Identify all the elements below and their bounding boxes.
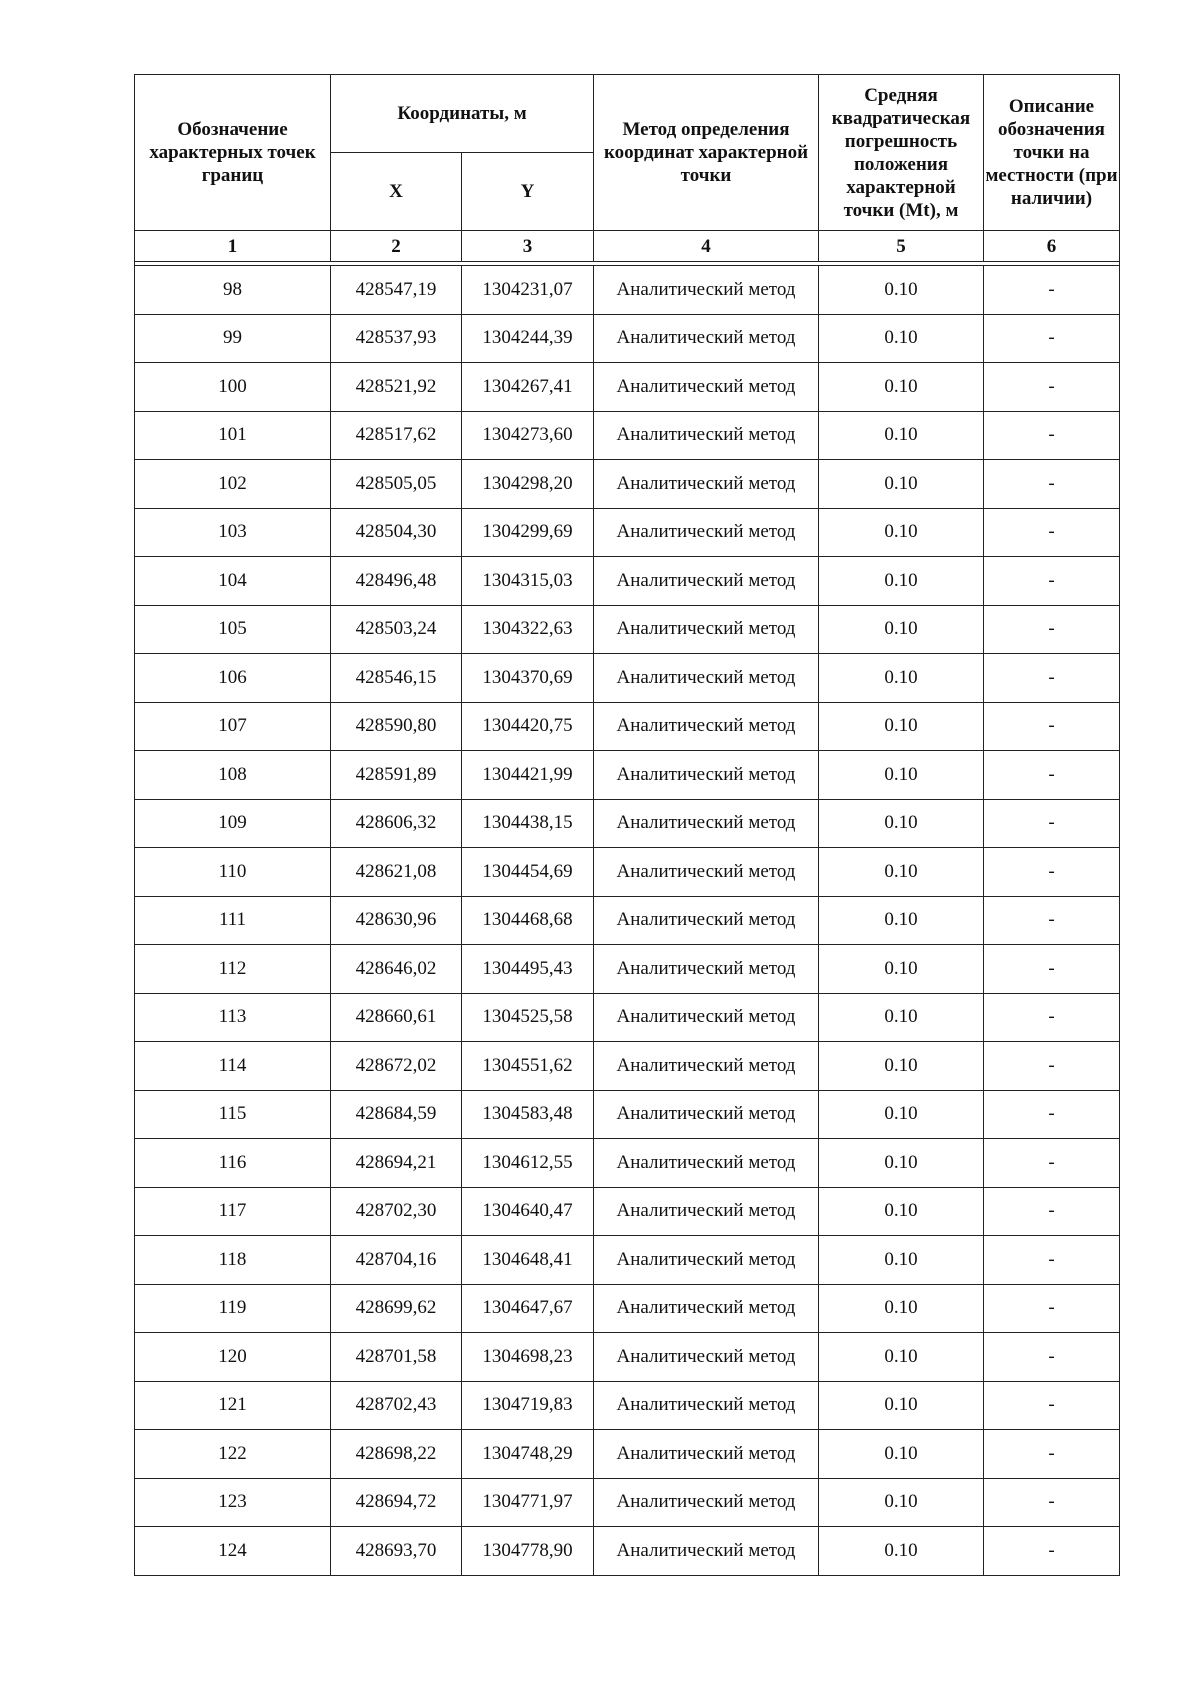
cell-point-number: 111 bbox=[135, 896, 331, 945]
cell-method: Аналитический метод bbox=[594, 993, 819, 1042]
cell-mt: 0.10 bbox=[819, 751, 984, 800]
cell-method: Аналитический метод bbox=[594, 751, 819, 800]
cell-mt: 0.10 bbox=[819, 993, 984, 1042]
cell-mt: 0.10 bbox=[819, 1090, 984, 1139]
cell-y: 1304454,69 bbox=[462, 848, 594, 897]
cell-description: - bbox=[984, 1527, 1120, 1576]
cell-mt: 0.10 bbox=[819, 799, 984, 848]
cell-x: 428660,61 bbox=[331, 993, 462, 1042]
cell-mt: 0.10 bbox=[819, 460, 984, 509]
header-coordinates: Координаты, м bbox=[331, 75, 594, 153]
cell-description: - bbox=[984, 751, 1120, 800]
cell-point-number: 121 bbox=[135, 1381, 331, 1430]
cell-method: Аналитический метод bbox=[594, 1187, 819, 1236]
cell-y: 1304322,63 bbox=[462, 605, 594, 654]
cell-x: 428505,05 bbox=[331, 460, 462, 509]
table-row bbox=[135, 1478, 1120, 1527]
cell-description: - bbox=[984, 896, 1120, 945]
cell-method: Аналитический метод bbox=[594, 1284, 819, 1333]
table-body bbox=[135, 266, 1120, 1576]
cell-mt: 0.10 bbox=[819, 1527, 984, 1576]
cell-y: 1304438,15 bbox=[462, 799, 594, 848]
cell-description: - bbox=[984, 266, 1120, 315]
cell-point-number: 118 bbox=[135, 1236, 331, 1285]
table-row bbox=[135, 363, 1120, 412]
cell-x: 428646,02 bbox=[331, 945, 462, 994]
table-row bbox=[135, 1381, 1120, 1430]
col-number-3: 3 bbox=[462, 231, 594, 262]
col-number-1: 1 bbox=[135, 231, 331, 262]
table-row bbox=[135, 993, 1120, 1042]
cell-mt: 0.10 bbox=[819, 1333, 984, 1382]
cell-mt: 0.10 bbox=[819, 605, 984, 654]
cell-description: - bbox=[984, 508, 1120, 557]
cell-description: - bbox=[984, 1042, 1120, 1091]
cell-point-number: 114 bbox=[135, 1042, 331, 1091]
cell-mt: 0.10 bbox=[819, 1236, 984, 1285]
cell-point-number: 103 bbox=[135, 508, 331, 557]
cell-description: - bbox=[984, 1430, 1120, 1479]
header-x: X bbox=[331, 153, 462, 231]
cell-y: 1304748,29 bbox=[462, 1430, 594, 1479]
cell-x: 428591,89 bbox=[331, 751, 462, 800]
cell-description: - bbox=[984, 363, 1120, 412]
cell-x: 428701,58 bbox=[331, 1333, 462, 1382]
cell-point-number: 113 bbox=[135, 993, 331, 1042]
cell-x: 428547,19 bbox=[331, 266, 462, 315]
cell-method: Аналитический метод bbox=[594, 896, 819, 945]
cell-y: 1304231,07 bbox=[462, 266, 594, 315]
cell-point-number: 107 bbox=[135, 702, 331, 751]
table-row bbox=[135, 1187, 1120, 1236]
table-row bbox=[135, 799, 1120, 848]
cell-mt: 0.10 bbox=[819, 1478, 984, 1527]
cell-x: 428704,16 bbox=[331, 1236, 462, 1285]
cell-y: 1304551,62 bbox=[462, 1042, 594, 1091]
header-y: Y bbox=[462, 153, 594, 231]
cell-point-number: 120 bbox=[135, 1333, 331, 1382]
header-mean-error: Средняя квадратическая погрешность положения характерной точки (Mt), м bbox=[819, 75, 984, 231]
cell-description: - bbox=[984, 993, 1120, 1042]
cell-point-number: 123 bbox=[135, 1478, 331, 1527]
table-row bbox=[135, 557, 1120, 606]
cell-mt: 0.10 bbox=[819, 314, 984, 363]
cell-description: - bbox=[984, 605, 1120, 654]
cell-method: Аналитический метод bbox=[594, 799, 819, 848]
col-number-4: 4 bbox=[594, 231, 819, 262]
table-row bbox=[135, 1042, 1120, 1091]
table-row bbox=[135, 1236, 1120, 1285]
cell-description: - bbox=[984, 654, 1120, 703]
cell-y: 1304583,48 bbox=[462, 1090, 594, 1139]
cell-mt: 0.10 bbox=[819, 1042, 984, 1091]
table-row bbox=[135, 411, 1120, 460]
cell-x: 428693,70 bbox=[331, 1527, 462, 1576]
cell-x: 428702,30 bbox=[331, 1187, 462, 1236]
table-row bbox=[135, 1430, 1120, 1479]
cell-mt: 0.10 bbox=[819, 557, 984, 606]
table-row bbox=[135, 751, 1120, 800]
cell-y: 1304244,39 bbox=[462, 314, 594, 363]
cell-x: 428546,15 bbox=[331, 654, 462, 703]
cell-description: - bbox=[984, 1381, 1120, 1430]
cell-point-number: 108 bbox=[135, 751, 331, 800]
cell-y: 1304525,58 bbox=[462, 993, 594, 1042]
cell-y: 1304719,83 bbox=[462, 1381, 594, 1430]
cell-y: 1304648,41 bbox=[462, 1236, 594, 1285]
cell-x: 428699,62 bbox=[331, 1284, 462, 1333]
cell-y: 1304273,60 bbox=[462, 411, 594, 460]
cell-mt: 0.10 bbox=[819, 1187, 984, 1236]
table-row bbox=[135, 1527, 1120, 1576]
col-number-6: 6 bbox=[984, 231, 1120, 262]
cell-x: 428590,80 bbox=[331, 702, 462, 751]
cell-y: 1304420,75 bbox=[462, 702, 594, 751]
cell-point-number: 122 bbox=[135, 1430, 331, 1479]
cell-x: 428684,59 bbox=[331, 1090, 462, 1139]
cell-x: 428694,72 bbox=[331, 1478, 462, 1527]
cell-description: - bbox=[984, 1187, 1120, 1236]
cell-point-number: 98 bbox=[135, 266, 331, 315]
cell-description: - bbox=[984, 1478, 1120, 1527]
cell-description: - bbox=[984, 945, 1120, 994]
table-row bbox=[135, 314, 1120, 363]
cell-method: Аналитический метод bbox=[594, 411, 819, 460]
cell-x: 428694,21 bbox=[331, 1139, 462, 1188]
cell-x: 428517,62 bbox=[331, 411, 462, 460]
cell-y: 1304495,43 bbox=[462, 945, 594, 994]
cell-method: Аналитический метод bbox=[594, 1527, 819, 1576]
cell-mt: 0.10 bbox=[819, 1139, 984, 1188]
cell-description: - bbox=[984, 702, 1120, 751]
table-row bbox=[135, 1090, 1120, 1139]
cell-description: - bbox=[984, 314, 1120, 363]
cell-point-number: 99 bbox=[135, 314, 331, 363]
cell-method: Аналитический метод bbox=[594, 557, 819, 606]
cell-y: 1304640,47 bbox=[462, 1187, 594, 1236]
cell-mt: 0.10 bbox=[819, 1284, 984, 1333]
cell-y: 1304370,69 bbox=[462, 654, 594, 703]
cell-method: Аналитический метод bbox=[594, 1478, 819, 1527]
cell-method: Аналитический метод bbox=[594, 945, 819, 994]
cell-method: Аналитический метод bbox=[594, 508, 819, 557]
table-row bbox=[135, 1139, 1120, 1188]
cell-y: 1304421,99 bbox=[462, 751, 594, 800]
boundary-points-table bbox=[134, 74, 1120, 1576]
table-row bbox=[135, 945, 1120, 994]
cell-method: Аналитический метод bbox=[594, 848, 819, 897]
cell-mt: 0.10 bbox=[819, 848, 984, 897]
cell-point-number: 109 bbox=[135, 799, 331, 848]
cell-y: 1304778,90 bbox=[462, 1527, 594, 1576]
cell-method: Аналитический метод bbox=[594, 1430, 819, 1479]
cell-mt: 0.10 bbox=[819, 508, 984, 557]
cell-description: - bbox=[984, 1090, 1120, 1139]
cell-point-number: 102 bbox=[135, 460, 331, 509]
table-row bbox=[135, 702, 1120, 751]
table-row bbox=[135, 460, 1120, 509]
header-description: Описание обозначения точки на местности (при наличии) bbox=[984, 75, 1120, 231]
table-row bbox=[135, 1333, 1120, 1382]
cell-x: 428606,32 bbox=[331, 799, 462, 848]
cell-point-number: 112 bbox=[135, 945, 331, 994]
cell-y: 1304647,67 bbox=[462, 1284, 594, 1333]
cell-mt: 0.10 bbox=[819, 266, 984, 315]
cell-description: - bbox=[984, 799, 1120, 848]
cell-method: Аналитический метод bbox=[594, 1042, 819, 1091]
cell-y: 1304267,41 bbox=[462, 363, 594, 412]
cell-method: Аналитический метод bbox=[594, 654, 819, 703]
cell-mt: 0.10 bbox=[819, 896, 984, 945]
table-row bbox=[135, 605, 1120, 654]
cell-x: 428503,24 bbox=[331, 605, 462, 654]
cell-method: Аналитический метод bbox=[594, 605, 819, 654]
cell-point-number: 110 bbox=[135, 848, 331, 897]
cell-method: Аналитический метод bbox=[594, 460, 819, 509]
header-point-designation: Обозначение характерных точек границ bbox=[135, 75, 331, 231]
cell-description: - bbox=[984, 1284, 1120, 1333]
cell-method: Аналитический метод bbox=[594, 1090, 819, 1139]
cell-description: - bbox=[984, 1139, 1120, 1188]
cell-point-number: 101 bbox=[135, 411, 331, 460]
cell-y: 1304468,68 bbox=[462, 896, 594, 945]
cell-point-number: 104 bbox=[135, 557, 331, 606]
cell-method: Аналитический метод bbox=[594, 1333, 819, 1382]
table-row bbox=[135, 654, 1120, 703]
cell-x: 428698,22 bbox=[331, 1430, 462, 1479]
cell-x: 428702,43 bbox=[331, 1381, 462, 1430]
cell-description: - bbox=[984, 460, 1120, 509]
cell-method: Аналитический метод bbox=[594, 702, 819, 751]
cell-point-number: 124 bbox=[135, 1527, 331, 1576]
cell-mt: 0.10 bbox=[819, 363, 984, 412]
cell-mt: 0.10 bbox=[819, 702, 984, 751]
cell-mt: 0.10 bbox=[819, 945, 984, 994]
table-row bbox=[135, 1284, 1120, 1333]
cell-x: 428537,93 bbox=[331, 314, 462, 363]
cell-y: 1304298,20 bbox=[462, 460, 594, 509]
cell-mt: 0.10 bbox=[819, 654, 984, 703]
cell-method: Аналитический метод bbox=[594, 363, 819, 412]
header-method: Метод определения координат характерной точки bbox=[594, 75, 819, 231]
cell-x: 428621,08 bbox=[331, 848, 462, 897]
cell-point-number: 117 bbox=[135, 1187, 331, 1236]
cell-description: - bbox=[984, 557, 1120, 606]
cell-description: - bbox=[984, 411, 1120, 460]
cell-mt: 0.10 bbox=[819, 411, 984, 460]
cell-method: Аналитический метод bbox=[594, 1236, 819, 1285]
cell-y: 1304612,55 bbox=[462, 1139, 594, 1188]
cell-y: 1304698,23 bbox=[462, 1333, 594, 1382]
cell-y: 1304299,69 bbox=[462, 508, 594, 557]
cell-point-number: 100 bbox=[135, 363, 331, 412]
col-number-5: 5 bbox=[819, 231, 984, 262]
cell-mt: 0.10 bbox=[819, 1430, 984, 1479]
cell-method: Аналитический метод bbox=[594, 1139, 819, 1188]
cell-method: Аналитический метод bbox=[594, 314, 819, 363]
cell-method: Аналитический метод bbox=[594, 1381, 819, 1430]
cell-description: - bbox=[984, 1333, 1120, 1382]
col-number-2: 2 bbox=[331, 231, 462, 262]
table-row bbox=[135, 508, 1120, 557]
cell-description: - bbox=[984, 1236, 1120, 1285]
cell-x: 428521,92 bbox=[331, 363, 462, 412]
cell-point-number: 106 bbox=[135, 654, 331, 703]
cell-x: 428496,48 bbox=[331, 557, 462, 606]
cell-y: 1304315,03 bbox=[462, 557, 594, 606]
cell-y: 1304771,97 bbox=[462, 1478, 594, 1527]
cell-x: 428630,96 bbox=[331, 896, 462, 945]
table-row bbox=[135, 848, 1120, 897]
table-row bbox=[135, 266, 1120, 315]
cell-point-number: 115 bbox=[135, 1090, 331, 1139]
cell-mt: 0.10 bbox=[819, 1381, 984, 1430]
cell-x: 428672,02 bbox=[331, 1042, 462, 1091]
cell-point-number: 116 bbox=[135, 1139, 331, 1188]
cell-x: 428504,30 bbox=[331, 508, 462, 557]
cell-point-number: 105 bbox=[135, 605, 331, 654]
cell-method: Аналитический метод bbox=[594, 266, 819, 315]
cell-point-number: 119 bbox=[135, 1284, 331, 1333]
table-row bbox=[135, 896, 1120, 945]
cell-description: - bbox=[984, 848, 1120, 897]
